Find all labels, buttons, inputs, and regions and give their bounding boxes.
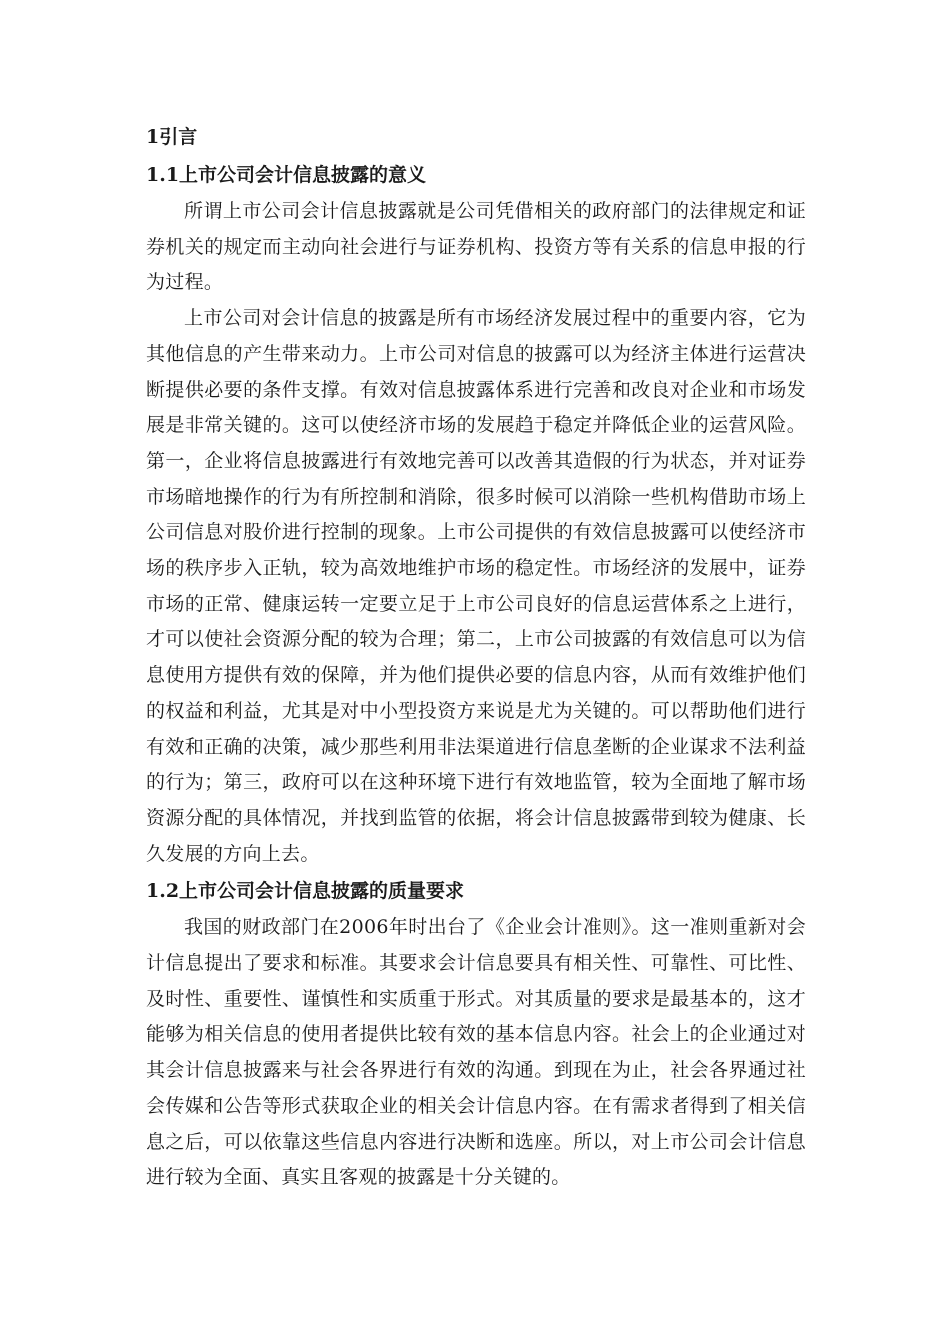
- section-heading-significance: 1.1上市公司会计信息披露的意义: [146, 164, 427, 186]
- paragraph-definition: 所谓上市公司会计信息披露就是公司凭借相关的政府部门的法律规定和证券机关的规定而主动向社会进行与证券机构、投资方等有关系的信息申报的行为过程。: [146, 200, 806, 294]
- paragraph-importance: 上市公司对会计信息的披露是所有市场经济发展过程中的重要内容，它为其他信息的产生带来动力。上市公司对信息的披露可以为经济主体进行运营决断提供必要的条件支撑。有效对信息披露体系进行完善和改良对企业和市场发展是非常关键的。这可以使经济市场的发展趋于稳定并降低企业的运营风险。第一，企业将信息披露进行有效地完善可以改善其造假的行为状态，并对证券市场暗地操作的行为有所控制和消除，很多时候可以消除一些机构借助市场上公司信息对股价进行控制的现象。上市公司提供的有效信息披露可以使经济市场的秩序步入正轨，较为高效地维护市场的稳定性。市场经济的发展中，证券市场的正常、健康运转一定要立足于上市公司良好的信息运营体系之上进行，才可以使社会资源分配的较为合理；第二，上市公司披露的有效信息可以为信息使用方提供有效的保障，并为他们提供必要的信息内容，从而有效维护他们的权益和利益，尤其是对中小型投资方来说是尤为关键的。可以帮助他们进行有效和正确的决策，减少那些利用非法渠道进行信息垄断的企业谋求不法利益的行为；第三，政府可以在这种环境下进行有效地监管，较为全面地了解市场资源分配的具体情况，并找到监管的依据，将会计信息披露带到较为健康、长久发展的方向上去。: [146, 307, 806, 865]
- section-heading-introduction: 1引言: [146, 126, 198, 148]
- paragraph-accounting-standards: 我国的财政部门在2006年时出台了《企业会计准则》。这一准则重新对会计信息提出了要求和标准。其要求会计信息要具有相关性、可靠性、可比性、及时性、重要性、谨慎性和实质重于形式。对其质量的要求是最基本的，这才能够为相关信息的使用者提供比较有效的基本信息内容。社会上的企业通过对其会计信息披露来与社会各界进行有效的沟通。到现在为止，社会各界通过社会传媒和公告等形式获取企业的相关会计信息内容。在有需求者得到了相关信息之后，可以依靠这些信息内容进行决断和选座。所以，对上市公司会计信息进行较为全面、真实且客观的披露是十分关键的。: [146, 916, 806, 1189]
- section-heading-quality-requirements: 1.2上市公司会计信息披露的质量要求: [146, 880, 465, 903]
- document-page: [146, 118, 806, 1196]
